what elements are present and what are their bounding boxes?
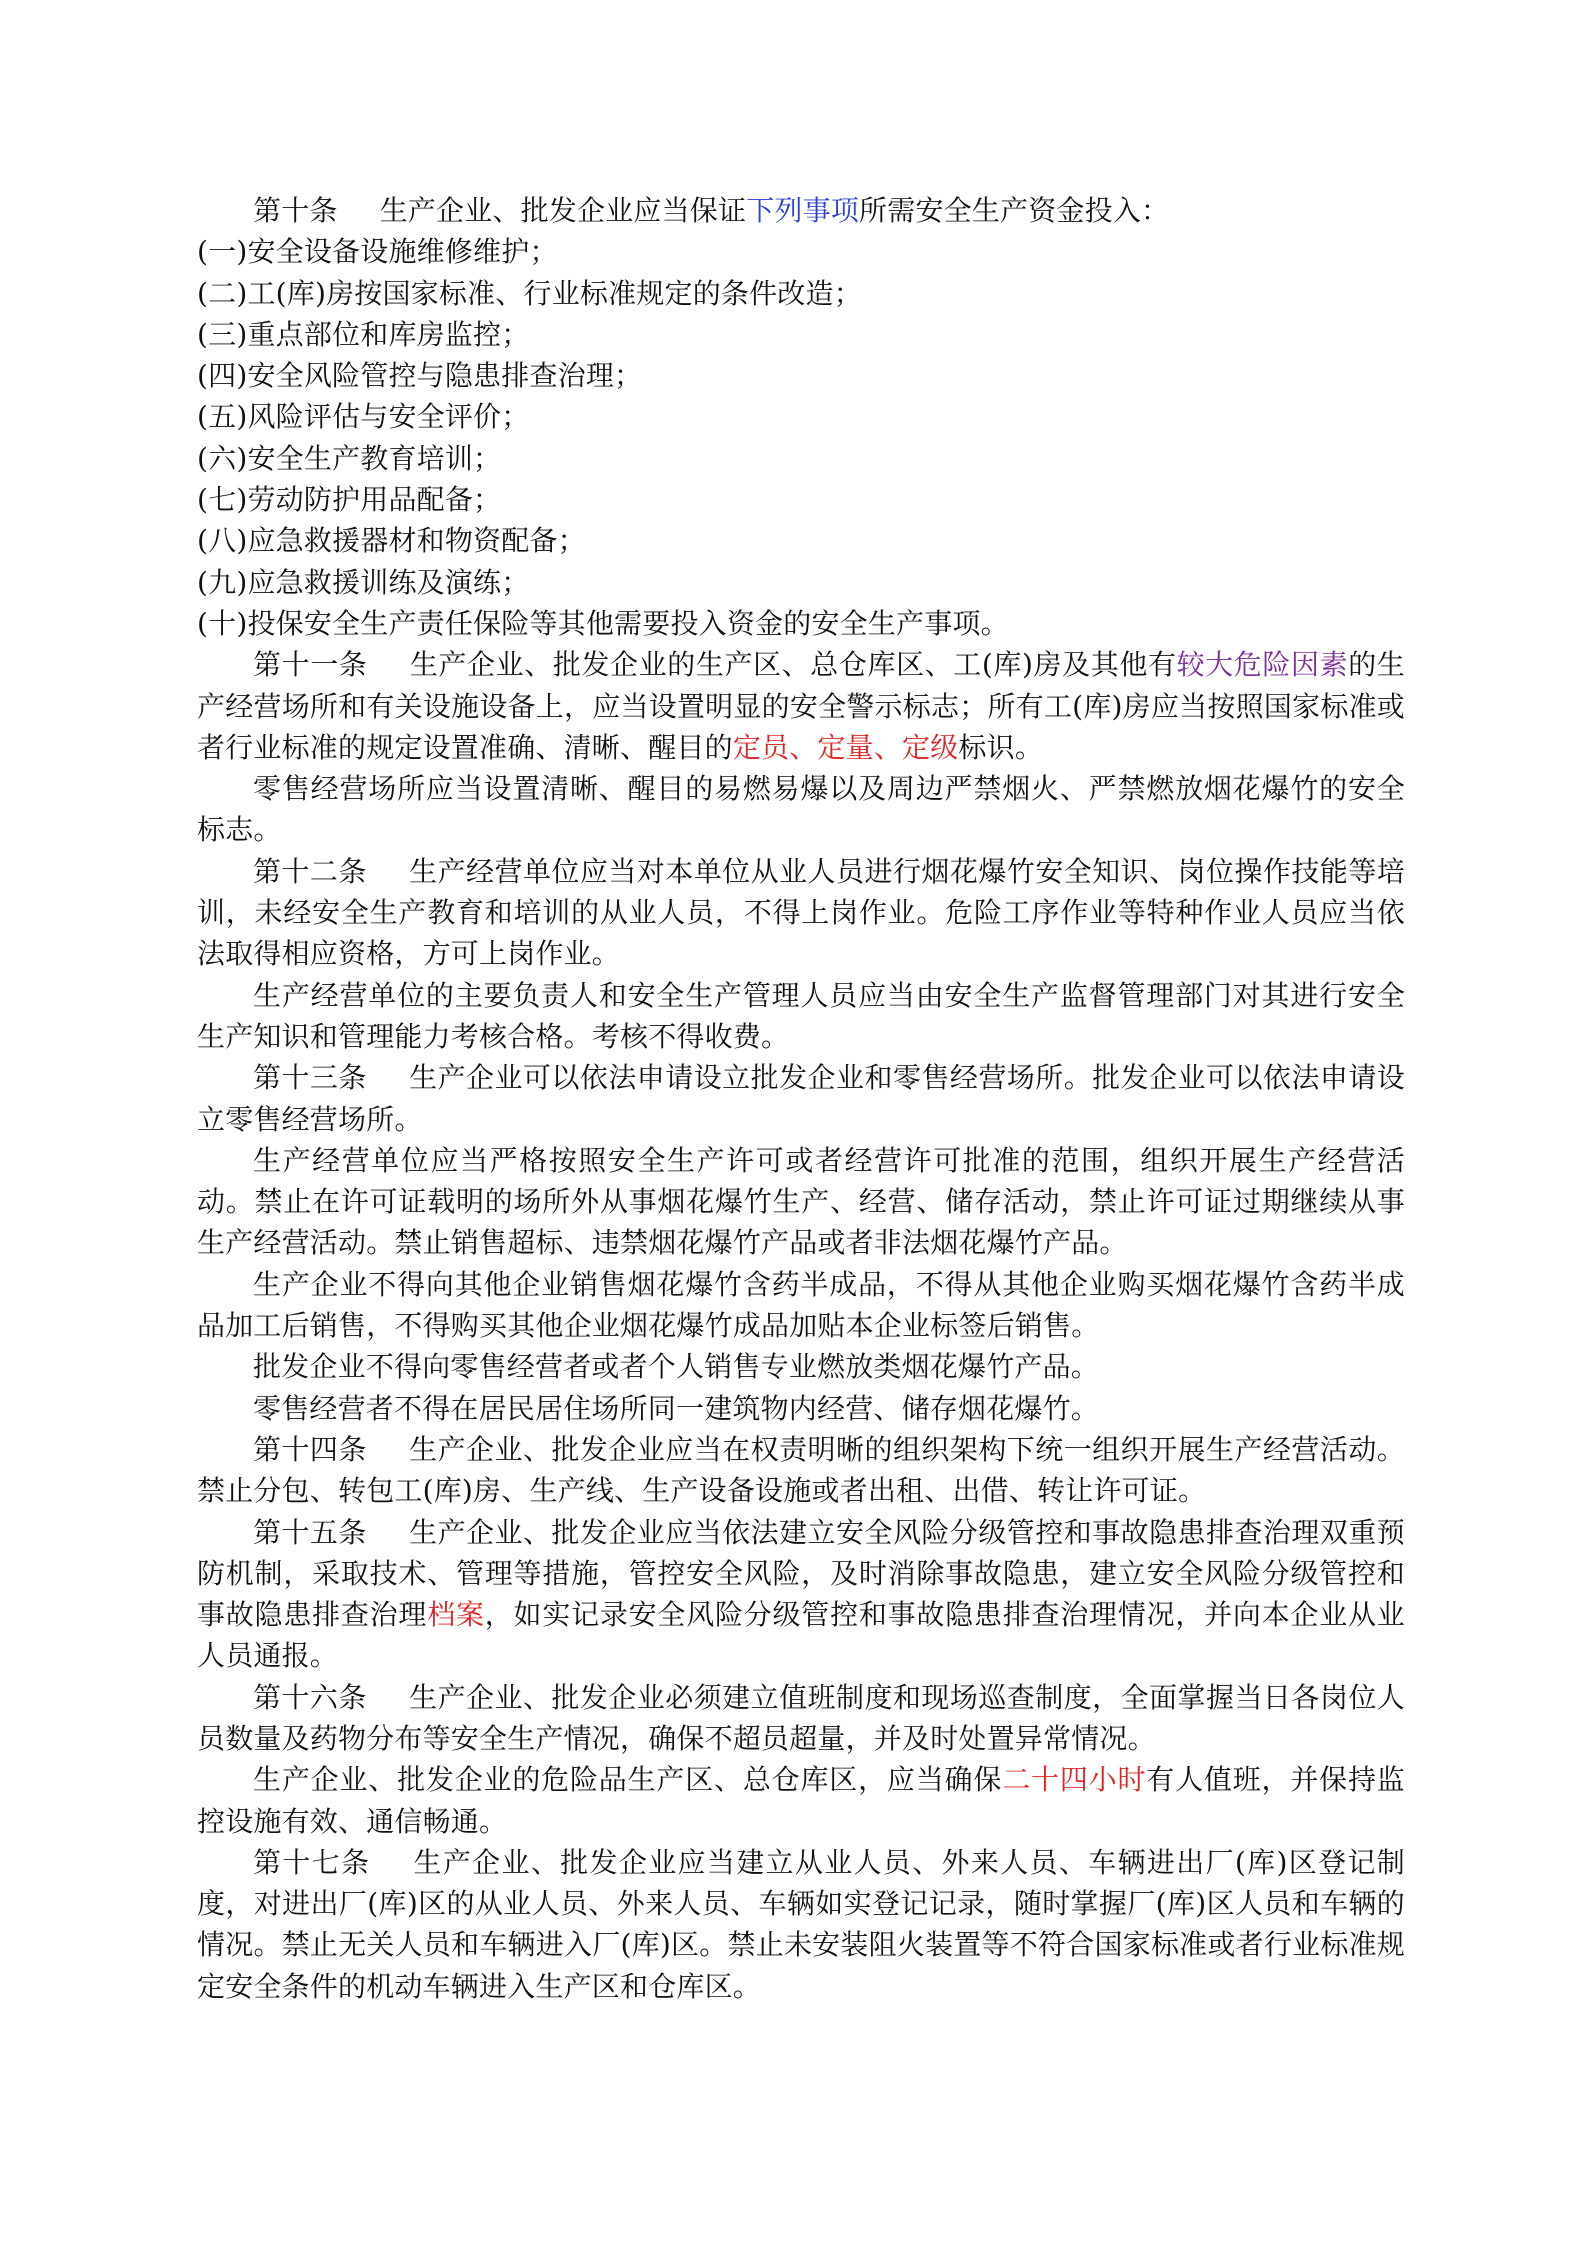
article-17-paragraph xyxy=(197,1842,1405,2007)
article-10-paragraph xyxy=(197,190,1405,231)
article-10-highlight: 下列事项 xyxy=(746,194,860,227)
article-13-paragraph-4: 批发企业不得向零售经营者或者个人销售专业燃放类烟花爆竹产品。 xyxy=(253,1350,1100,1384)
article-11-paragraph xyxy=(197,644,1405,768)
document-body xyxy=(197,190,1405,2007)
article-15-paragraph xyxy=(197,1512,1405,1677)
article-10-item-10: (十)投保安全生产责任保险等其他需要投入资金的安全生产事项。 xyxy=(197,606,1009,640)
article-11-text-a: 生产企业、批发企业的生产区、总仓库区、工(库)房及其他有 xyxy=(409,648,1177,682)
article-17-text: 生产企业、批发企业应当建立从业人员、外来人员、车辆进出厂(库)区登记制度，对进出厂(库)区的从业人员、外来人员、车辆如实登记记录，随时掌握厂(库)区人员和车辆的情况。禁止无关人员和车辆进入厂(库)区。禁止未安装阻火装置等不符合国家标准或者行业标准规定安全条件的机动车辆进入生产区和仓库区。 xyxy=(197,1845,1405,2003)
article-11-paragraph-2: 零售经营场所应当设置清晰、醒目的易燃易爆以及周边严禁烟火、严禁燃放烟花爆竹的安全标志。 xyxy=(197,772,1405,847)
article-10-item-2: (二)工(库)房按国家标准、行业标准规定的条件改造； xyxy=(197,276,862,310)
article-16-text: 生产企业、批发企业必须建立值班制度和现场巡查制度，全面掌握当日各岗位人员数量及药物分布等安全生产情况，确保不超员超量，并及时处置异常情况。 xyxy=(197,1680,1405,1755)
article-10-item-6: (六)安全生产教育培训； xyxy=(197,441,502,475)
article-16-p2-text-b: 有人值班，并保持监控设施有效、通信畅通。 xyxy=(197,1763,1405,1838)
article-16-p2-text-a: 生产企业、批发企业的危险品生产区、总仓库区，应当确保 xyxy=(253,1763,1003,1797)
article-11-highlight-2: 定员、定量、定级 xyxy=(732,730,959,764)
article-14-label: 第十四条 xyxy=(253,1432,367,1466)
article-15-text-a: 生产企业、批发企业应当依法建立安全风险分级管控和事故隐患排查治理双重预防机制，采取技术、管理等措施，管控安全风险，及时消除事故隐患，建立安全风险分级管控和事故隐患排查治理 xyxy=(197,1515,1405,1632)
article-10-item-3: (三)重点部位和库房监控； xyxy=(197,317,530,351)
article-15-highlight: 档案 xyxy=(427,1598,485,1632)
article-10-item-5: (五)风险评估与安全评价； xyxy=(197,400,530,434)
article-16-highlight: 二十四小时 xyxy=(1002,1763,1147,1797)
article-11-text-b: 的生产经营场所和有关设施设备上，应当设置明显的安全警示标志；所有工(库)房应当按照国家标准或者行业标准的规定设置准确、清晰、醒目的 xyxy=(197,648,1406,764)
article-10-item-8: (八)应急救援器材和物资配备； xyxy=(197,524,586,558)
article-13-paragraph xyxy=(197,1057,1405,1140)
article-13-paragraph-5: 零售经营者不得在居民居住场所同一建筑物内经营、储存烟花爆竹。 xyxy=(253,1391,1100,1425)
article-13-label: 第十三条 xyxy=(253,1061,367,1095)
article-12-label: 第十二条 xyxy=(253,854,367,888)
article-10-label: 第十条 xyxy=(253,194,338,227)
article-10-text-a: 生产企业、批发企业应当保证 xyxy=(379,194,747,227)
article-12-paragraph xyxy=(197,851,1405,975)
article-15-text-b: ，如实记录安全风险分级管控和事故隐患排查治理情况，并向本企业从业人员通报。 xyxy=(197,1598,1405,1673)
article-10-item-9: (九)应急救援训练及演练； xyxy=(197,565,530,599)
article-15-label: 第十五条 xyxy=(253,1515,367,1549)
article-16-label: 第十六条 xyxy=(253,1680,367,1714)
article-16-paragraph xyxy=(197,1677,1405,1760)
article-10-item-7: (七)劳动防护用品配备； xyxy=(197,483,502,517)
article-10-item-1: (一)安全设备设施维修维护； xyxy=(197,235,558,269)
article-16-paragraph-2 xyxy=(197,1759,1405,1842)
article-14-paragraph xyxy=(197,1429,1405,1512)
article-17-label: 第十七条 xyxy=(253,1845,371,1879)
article-13-paragraph-3: 生产企业不得向其他企业销售烟花爆竹含药半成品，不得从其他企业购买烟花爆竹含药半成品加工后销售，不得购买其他企业烟花爆竹成品加贴本企业标签后销售。 xyxy=(197,1267,1405,1343)
article-11-highlight-1: 较大危险因素 xyxy=(1176,648,1349,682)
article-12-paragraph-2: 生产经营单位的主要负责人和安全生产管理人员应当由安全生产监督管理部门对其进行安全生产知识和管理能力考核合格。考核不得收费。 xyxy=(197,978,1405,1053)
article-12-text: 生产经营单位应当对本单位从业人员进行烟花爆竹安全知识、岗位操作技能等培训，未经安全生产教育和培训的从业人员，不得上岗作业。危险工序作业等特种作业人员应当依法取得相应资格，方可上岗作业。 xyxy=(197,854,1405,971)
article-14-text: 生产企业、批发企业应当在权责明晰的组织架构下统一组织开展生产经营活动。禁止分包、转包工(库)房、生产线、生产设备设施或者出租、出借、转让许可证。 xyxy=(197,1432,1405,1508)
article-10-text-b: 所需安全生产资金投入： xyxy=(859,194,1170,227)
article-10-item-4: (四)安全风险管控与隐患排查治理； xyxy=(197,359,643,393)
article-13-text: 生产企业可以依法申请设立批发企业和零售经营场所。批发企业可以依法申请设立零售经营场所。 xyxy=(197,1061,1405,1136)
article-11-label: 第十一条 xyxy=(253,648,368,682)
article-11-text-c: 标识。 xyxy=(958,730,1044,764)
article-13-paragraph-2: 生产经营单位应当严格按照安全生产许可或者经营许可批准的范围，组织开展生产经营活动。禁止在许可证载明的场所外从事烟花爆竹生产、经营、储存活动，禁止许可证过期继续从事生产经营活动。禁止销售超标、违禁烟花爆竹产品或者非法烟花爆竹产品。 xyxy=(197,1143,1405,1260)
